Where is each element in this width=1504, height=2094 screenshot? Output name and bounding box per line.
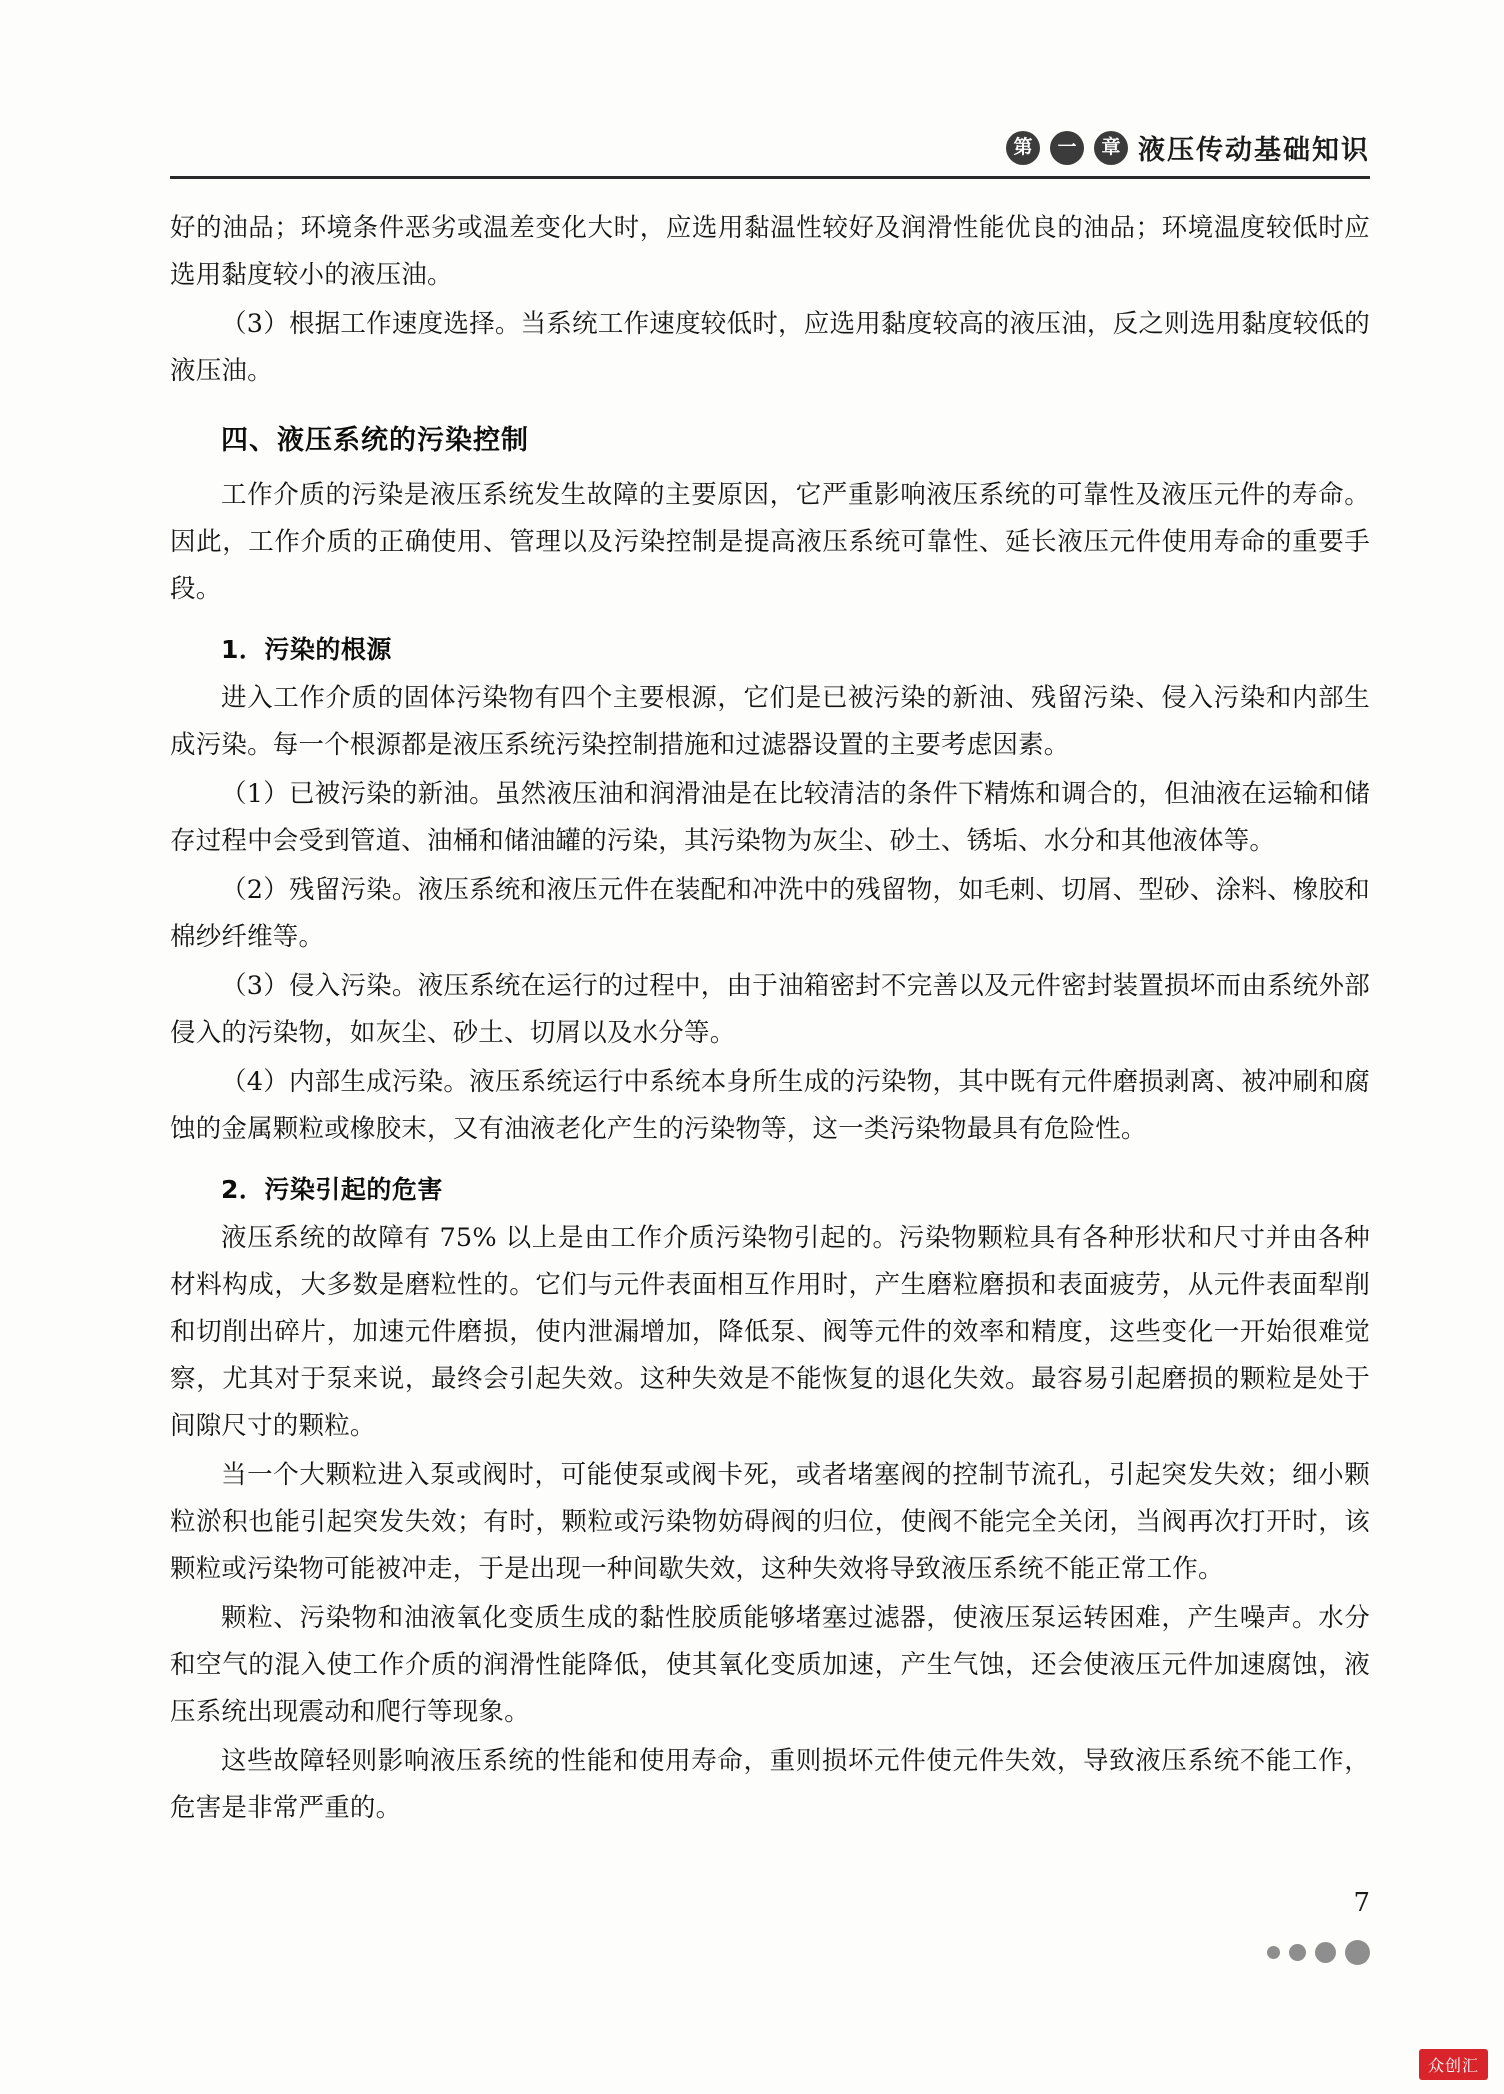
page-header <box>1006 128 1370 167</box>
header-rule <box>170 176 1370 179</box>
paragraph-oil-selection-continued: 好的油品；环境条件恶劣或温差变化大时，应选用黏温性较好及润滑性能优良的油品；环境温度较低时应选用黏度较小的液压油。 <box>170 213 1370 290</box>
paragraph-source-internal: （4）内部生成污染。液压系统运行中系统本身所生成的污染物，其中既有元件磨损剥离、被冲刷和腐蚀的金属颗粒或橡胶末，又有油液老化产生的污染物等，这一类污染物最具有危险性。 <box>170 1067 1370 1144</box>
dot-icon-4 <box>1345 1940 1370 1965</box>
chapter-label-second-icon: 章 <box>1094 131 1128 165</box>
paragraph-source-new-oil: （1）已被污染的新油。虽然液压油和润滑油是在比较清洁的条件下精炼和调合的，但油液在运输和储存过程中会受到管道、油桶和储油罐的污染，其污染物为灰尘、砂土、锈垢、水分和其他液体等。 <box>170 779 1370 856</box>
paragraph-source-intrusion: （3）侵入污染。液压系统在运行的过程中，由于油箱密封不完善以及元件密封装置损坏而由系统外部侵入的污染物，如灰尘、砂土、切屑以及水分等。 <box>170 971 1370 1048</box>
paragraph-hazard-wear: 液压系统的故障有 75% 以上是由工作介质污染物引起的。污染物颗粒具有各种形状和尺寸并由各种材料构成，大多数是磨粒性的。它们与元件表面相互作用时，产生磨粒磨损和表面疲劳，从元件表面犁削和切削出碎片，加速元件磨损，使内泄漏增加，降低泵、阀等元件的效率和精度，这些变化一开始很难觉察，尤其对于泵来说，最终会引起失效。这种失效是不能恢复的退化失效。最容易引起磨损的颗粒是处于间隙尺寸的颗粒。 <box>170 1223 1370 1441</box>
dot-icon-2 <box>1289 1944 1306 1961</box>
chapter-number-icon: 一 <box>1050 131 1084 165</box>
subsection-heading-hazards: 2．污染引起的危害 <box>221 1175 443 1204</box>
paragraph-section-intro: 工作介质的污染是液压系统发生故障的主要原因，它严重影响液压系统的可靠性及液压元件的寿命。因此，工作介质的正确使用、管理以及污染控制是提高液压系统可靠性、延长液压元件使用寿命的重要手段。 <box>170 480 1370 604</box>
paragraph-item-3-speed: （3）根据工作速度选择。当系统工作速度较低时，应选用黏度较高的液压油，反之则选用黏度较低的液压油。 <box>170 309 1370 386</box>
document-body <box>170 205 1370 1834</box>
section-heading-contamination-control: 四、液压系统的污染控制 <box>221 425 529 456</box>
page-number: 7 <box>1353 1888 1370 1918</box>
dot-icon-3 <box>1315 1942 1336 1963</box>
dot-icon-1 <box>1267 1946 1280 1959</box>
paragraph-hazard-filter-clog: 颗粒、污染物和油液氧化变质生成的黏性胶质能够堵塞过滤器，使液压泵运转困难，产生噪声。水分和空气的混入使工作介质的润滑性能降低，使其氧化变质加速，产生气蚀，还会使液压元件加速腐蚀，液压系统出现震动和爬行等现象。 <box>170 1603 1370 1727</box>
header-title: 液压传动基础知识 <box>1138 135 1370 166</box>
footer-decoration-dots <box>1267 1940 1370 1965</box>
watermark-text: 众创汇 <box>1427 2056 1479 2075</box>
paragraph-source-residual: （2）残留污染。液压系统和液压元件在装配和冲洗中的残留物，如毛刺、切屑、型砂、涂料、橡胶和棉纱纤维等。 <box>170 875 1370 952</box>
watermark-badge <box>1419 2049 1488 2080</box>
paragraph-hazard-large-particle: 当一个大颗粒进入泵或阀时，可能使泵或阀卡死，或者堵塞阀的控制节流孔，引起突发失效；细小颗粒淤积也能引起突发失效；有时，颗粒或污染物妨碍阀的归位，使阀不能完全关闭，当阀再次打开时，该颗粒或污染物可能被冲走，于是出现一种间歇失效，这种失效将导致液压系统不能正常工作。 <box>170 1460 1370 1584</box>
chapter-label-first-icon: 第 <box>1006 131 1040 165</box>
subsection-heading-sources: 1．污染的根源 <box>221 635 392 664</box>
paragraph-sources-overview: 进入工作介质的固体污染物有四个主要根源，它们是已被污染的新油、残留污染、侵入污染和内部生成污染。每一个根源都是液压系统污染控制措施和过滤器设置的主要考虑因素。 <box>170 683 1370 760</box>
paragraph-hazard-summary: 这些故障轻则影响液压系统的性能和使用寿命，重则损坏元件使元件失效，导致液压系统不能工作，危害是非常严重的。 <box>170 1746 1370 1823</box>
